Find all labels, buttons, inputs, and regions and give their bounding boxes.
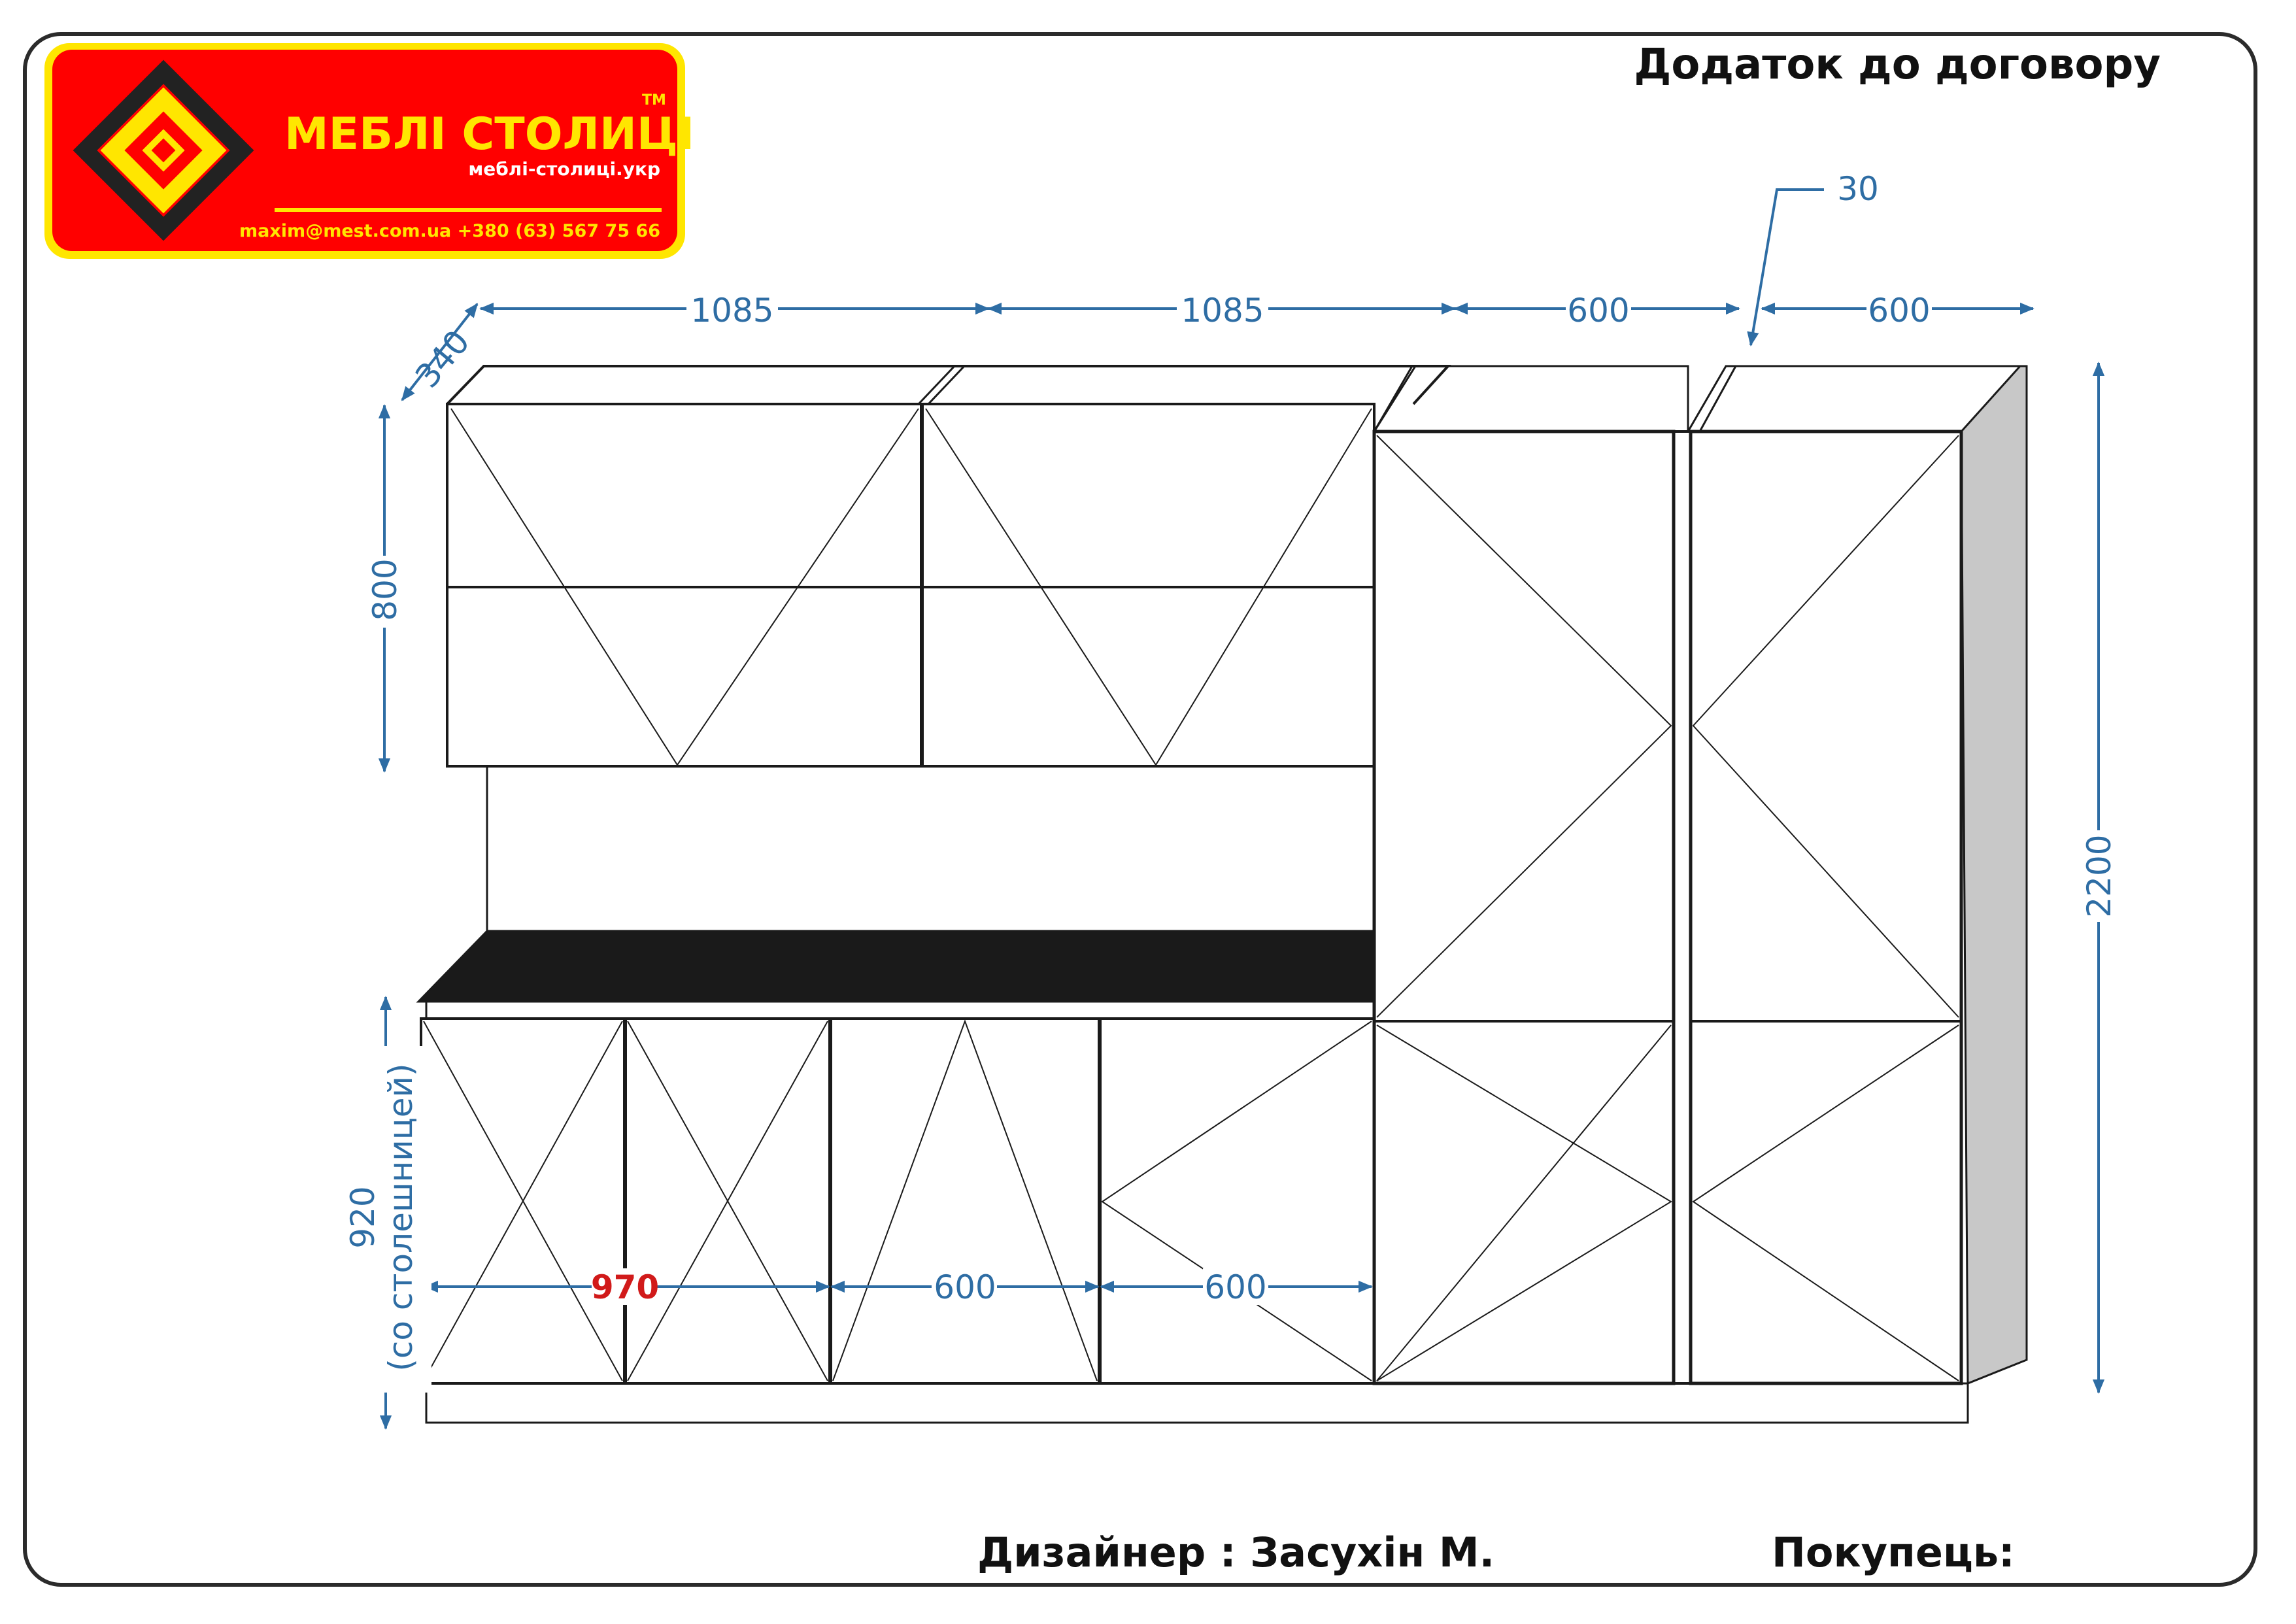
dim-tall-width-1: 600 bbox=[1567, 292, 1630, 330]
dim-base-height-note: (со столешницей) bbox=[382, 1063, 420, 1372]
dim-upper-width-2: 1085 bbox=[1181, 292, 1264, 330]
dim-depth: 340 bbox=[408, 322, 477, 396]
countertop-edge bbox=[426, 1002, 1374, 1019]
dim-upper-height: 800 bbox=[366, 558, 404, 621]
logo-divider bbox=[275, 208, 662, 212]
side-panel bbox=[1961, 366, 2027, 1383]
dim-base-width-2: 600 bbox=[934, 1268, 996, 1306]
dim-upper-width-1: 1085 bbox=[690, 292, 774, 330]
logo-trademark: TM bbox=[642, 92, 666, 109]
buyer-label: Покупець: bbox=[1772, 1529, 2015, 1576]
dim-base-width-3: 600 bbox=[1204, 1268, 1267, 1306]
dim-tall-width-2: 600 bbox=[1868, 292, 1931, 330]
dim-total-height: 2200 bbox=[2080, 834, 2118, 918]
dim-base-height: 920 bbox=[344, 1186, 382, 1249]
dim-base-width-1: 970 bbox=[590, 1268, 660, 1306]
designer-label: Дизайнер : Засухін М. bbox=[977, 1529, 1495, 1576]
logo-contacts: maxim@mest.com.ua +380 (63) 567 75 66 bbox=[239, 221, 660, 241]
logo-site: меблі-столиці.укр bbox=[468, 158, 660, 180]
logo-brand-name: МЕБЛІ СТОЛИЦІ bbox=[284, 109, 695, 160]
countertop bbox=[418, 931, 1374, 1002]
dim-gap: 30 bbox=[1837, 170, 1879, 208]
document-title: Додаток до договору bbox=[1634, 41, 2161, 89]
company-logo bbox=[44, 43, 694, 259]
